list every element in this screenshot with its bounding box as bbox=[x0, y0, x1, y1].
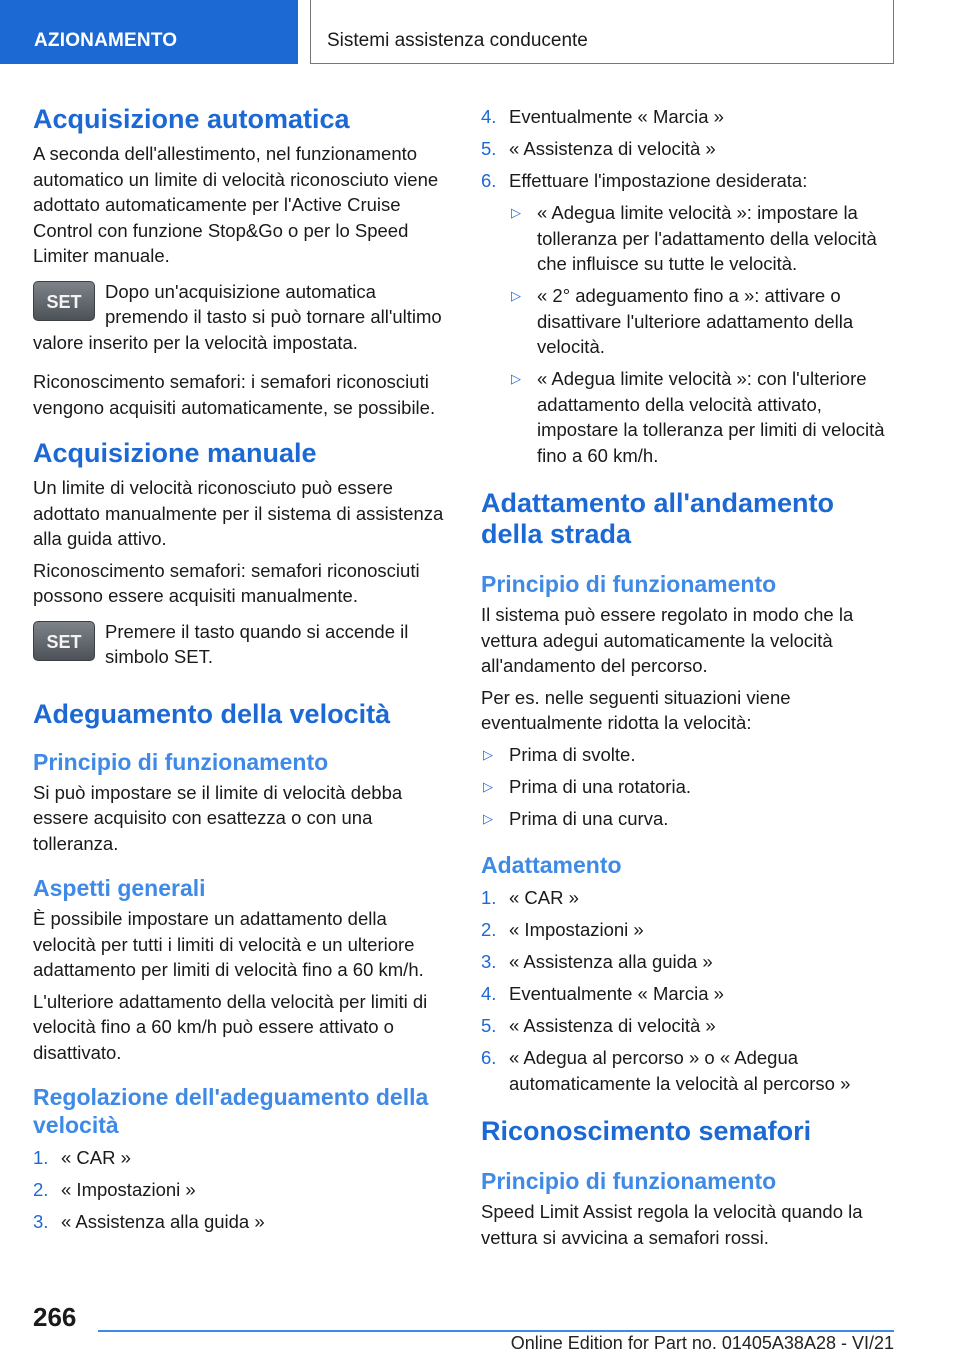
step-number: 1. bbox=[33, 1147, 49, 1168]
step-text: « Assistenza di velocità » bbox=[509, 138, 716, 159]
step-text: « CAR » bbox=[509, 887, 579, 908]
step-item bbox=[481, 981, 895, 1007]
situations-list bbox=[481, 742, 895, 832]
right-column bbox=[481, 100, 895, 1250]
set-instruction-1 bbox=[33, 279, 445, 356]
subheading-adattamento: Adattamento bbox=[481, 852, 622, 878]
paragraph-strada-1: Il sistema può essere regolato in modo che la vettura adegui automaticamente la velocità all'andamento del percorso. bbox=[481, 604, 854, 676]
header-section-tab bbox=[0, 0, 298, 64]
step-item bbox=[481, 136, 895, 162]
step-number: 2. bbox=[481, 919, 497, 940]
heading-adeguamento-velocita: Adeguamento della velocità bbox=[33, 698, 391, 729]
situation-item bbox=[481, 742, 895, 768]
triangle-bullet-icon: ▷ bbox=[483, 778, 493, 794]
heading-acquisizione-manuale: Acquisizione manuale bbox=[33, 438, 317, 468]
paragraph-aspetti-1: È possibile impostare un adattamento della velocità per tutti i limiti di velocità e un ulteriore adattamento per limiti di velocità fino a 60 km/h. bbox=[33, 908, 424, 980]
triangle-bullet-icon: ▷ bbox=[483, 810, 493, 826]
subheading-principio: Principio di funzionamento bbox=[33, 748, 329, 775]
step-number: 6. bbox=[481, 1047, 497, 1068]
subheading-principio-semafori: Principio di funzionamento bbox=[481, 1168, 777, 1194]
set-button-icon: SET bbox=[33, 281, 95, 321]
step-item bbox=[481, 885, 895, 911]
step-item bbox=[481, 1013, 895, 1039]
header-chapter-box bbox=[310, 0, 894, 64]
regolazione-steps-list bbox=[33, 1145, 445, 1235]
paragraph-aspetti-2: L'ulteriore adattamento della velocità per limiti di velocità fino a 60 km/h può essere attivato o disattivato. bbox=[33, 990, 428, 1063]
triangle-bullet-icon: ▷ bbox=[511, 205, 521, 220]
bullet-text: Prima di svolte. bbox=[509, 743, 636, 765]
left-column bbox=[33, 100, 445, 1241]
set-button-icon: SET bbox=[33, 621, 95, 661]
set-instruction-2 bbox=[33, 619, 445, 673]
option-item bbox=[509, 283, 895, 360]
option-item bbox=[509, 366, 895, 468]
bullet-text: « Adegua limite velocità »: con l'ulteriore adattamento della velocità attivato, impostare la tolleranza per limiti di velocità fino a 60 km/h. bbox=[537, 368, 885, 466]
step-item bbox=[33, 1209, 445, 1235]
situation-item bbox=[481, 774, 895, 800]
page-number: 266 bbox=[33, 1302, 77, 1332]
paragraph-set-2: Premere il tasto quando si accende il simbolo SET. bbox=[105, 620, 409, 667]
option-item bbox=[509, 200, 895, 277]
step-text: « Impostazioni » bbox=[509, 919, 644, 940]
step-item bbox=[481, 104, 895, 130]
bullet-text: Prima di una rotatoria. bbox=[509, 775, 692, 797]
step-item bbox=[481, 168, 895, 194]
paragraph-semafori: Speed Limit Assist regola la velocità quando la vettura si avvicina a semafori rossi. bbox=[481, 1201, 863, 1248]
paragraph-acquisizione-automatica: A seconda dell'allestimento, nel funzionamento automatico un limite di velocità riconosciuto viene adottato automaticamente per l'Active Cruise Control con funzione Stop&Go o per lo Speed Limiter manuale. bbox=[33, 143, 439, 266]
step-number: 1. bbox=[481, 887, 497, 908]
triangle-bullet-icon: ▷ bbox=[511, 288, 521, 303]
step-number: 5. bbox=[481, 138, 497, 159]
header-chapter-label: Sistemi assistenza conducente bbox=[327, 30, 588, 51]
situation-item bbox=[481, 806, 895, 832]
step-text: « Impostazioni » bbox=[61, 1179, 196, 1200]
heading-adattamento-strada: Adattamento all'andamento della strada bbox=[481, 488, 834, 549]
step-number: 4. bbox=[481, 106, 497, 127]
paragraph-strada-2: Per es. nelle seguenti situazioni viene eventualmente ridotta la velocità: bbox=[481, 686, 791, 733]
step-item bbox=[33, 1177, 445, 1203]
subheading-principio-strada: Principio di funzionamento bbox=[481, 571, 777, 597]
bullet-text: « Adegua limite velocità »: impostare la tolleranza per l'adattamento della velocità che influisce su tutte le velocità. bbox=[537, 202, 877, 274]
step-item bbox=[481, 917, 895, 943]
step-text: « Assistenza di velocità » bbox=[509, 1015, 716, 1036]
bullet-text: Prima di una curva. bbox=[509, 807, 669, 829]
edition-label: Online Edition for Part no. 01405A38A28 - VI/21 bbox=[510, 1333, 894, 1353]
step-number: 4. bbox=[481, 983, 497, 1004]
step-text: « Adegua al percorso » o « Adegua automaticamente la velocità al percorso » bbox=[509, 1047, 851, 1094]
options-list bbox=[481, 200, 895, 468]
subheading-regolazione: Regolazione dell'adeguamento della velocità bbox=[33, 1084, 429, 1138]
step-number: 5. bbox=[481, 1015, 497, 1036]
adattamento-steps-list bbox=[481, 885, 895, 1096]
step-item bbox=[33, 1145, 445, 1171]
step-number: 2. bbox=[33, 1179, 49, 1200]
step-text: Eventualmente « Marcia » bbox=[509, 983, 724, 1004]
step-text: Effettuare l'impostazione desiderata: bbox=[509, 170, 808, 191]
step-number: 6. bbox=[481, 170, 497, 191]
paragraph-manuale-1: Un limite di velocità riconosciuto può essere adottato manualmente per il sistema di assistenza alla guida attivo. bbox=[33, 477, 444, 549]
step-text: Eventualmente « Marcia » bbox=[509, 106, 724, 127]
paragraph-principio: Si può impostare se il limite di velocità debba essere acquisito con esattezza o con una tolleranza. bbox=[33, 781, 403, 854]
triangle-bullet-icon: ▷ bbox=[511, 371, 521, 386]
paragraph-set-1: Dopo un'acquisizione automatica premendo il tasto si può tornare all'ultimo valore inserito per la velocità impostata. bbox=[33, 280, 442, 353]
step-item bbox=[481, 949, 895, 975]
footer-divider bbox=[98, 1330, 894, 1332]
step-item bbox=[481, 1045, 895, 1096]
triangle-bullet-icon: ▷ bbox=[483, 746, 493, 762]
regolazione-steps-continued bbox=[481, 104, 895, 194]
step-text: « CAR » bbox=[61, 1147, 131, 1168]
step-text: « Assistenza alla guida » bbox=[61, 1211, 265, 1232]
bullet-text: « 2° adeguamento fino a »: attivare o disattivare l'ulteriore adattamento della velocità. bbox=[537, 285, 854, 357]
paragraph-manuale-2: Riconoscimento semafori: semafori riconosciuti possono essere acquisiti manualmente. bbox=[33, 559, 420, 606]
heading-acquisizione-automatica: Acquisizione automatica bbox=[33, 104, 350, 134]
step-number: 3. bbox=[481, 951, 497, 972]
header-section-label: AZIONAMENTO bbox=[34, 30, 178, 51]
subheading-aspetti-generali: Aspetti generali bbox=[33, 875, 206, 901]
step-text: « Assistenza alla guida » bbox=[509, 951, 713, 972]
step-number: 3. bbox=[33, 1211, 49, 1232]
heading-riconoscimento-semafori: Riconoscimento semafori bbox=[481, 1116, 812, 1146]
paragraph-semafori-auto: Riconoscimento semafori: i semafori riconosciuti vengono acquisiti automaticamente, se possibile. bbox=[33, 371, 436, 418]
